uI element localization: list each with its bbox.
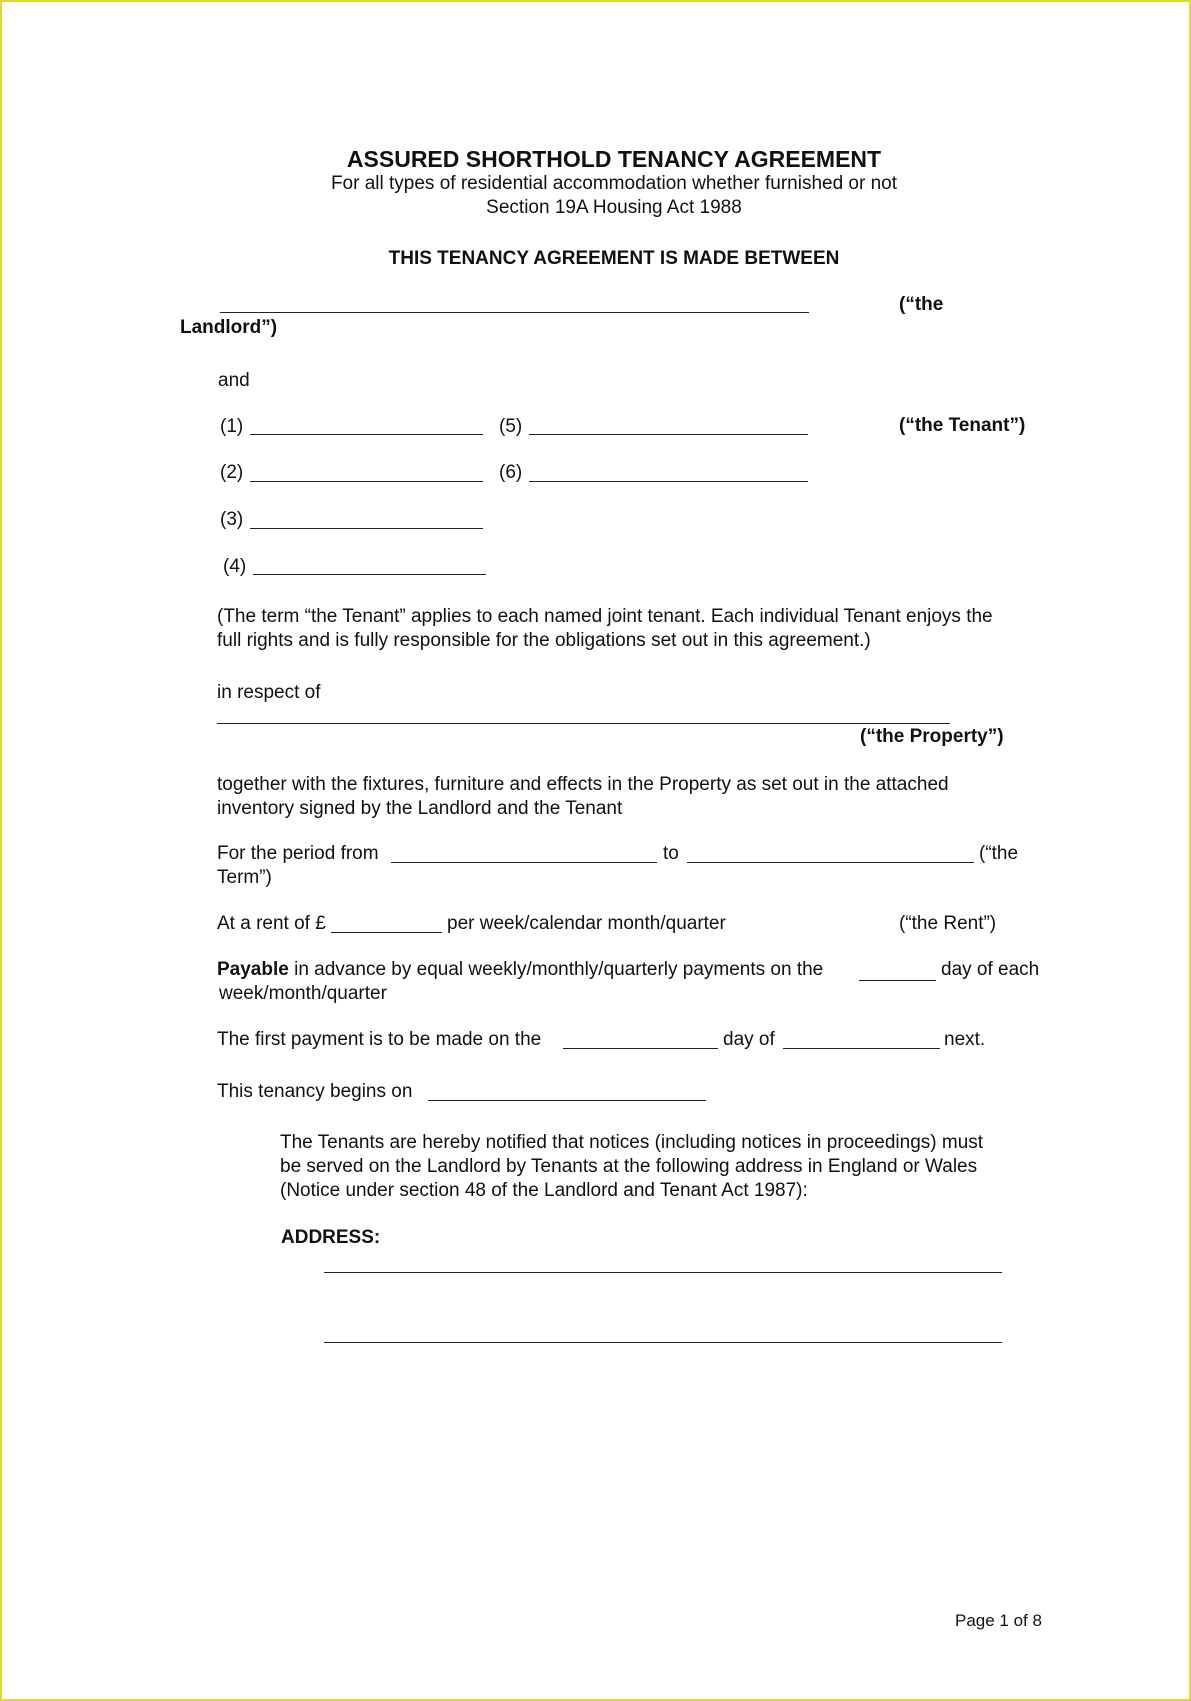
property-address-field[interactable] [217,723,950,724]
address-label: ADDRESS: [281,1227,381,1248]
fixtures-line-2: inventory signed by the Landlord and the Tenant [217,798,623,819]
property-label: (“the Property”) [860,726,1004,747]
tenancy-begins-text: This tenancy begins on [217,1081,413,1102]
tenant-note-line-2: full rights and is fully responsible for the obligations set out in this agreement.) [217,630,871,651]
in-respect-of-text: in respect of [217,682,321,703]
first-payment-next-text: next. [944,1029,986,1050]
tenant-6-number: (6) [499,462,523,483]
fixtures-line-1: together with the fixtures, furniture and effects in the Property as set out in the attached [217,774,949,795]
day-of-each-text: day of each [941,959,1040,980]
statute-reference: Section 19A Housing Act 1988 [486,197,742,218]
notice-line-1: The Tenants are hereby notified that notices (including notices in proceedings) must [280,1132,984,1153]
rent-frequency-text: per week/calendar month/quarter [447,913,726,934]
made-between-heading: THIS TENANCY AGREEMENT IS MADE BETWEEN [388,248,840,269]
tenant-6-name-field[interactable] [529,481,808,482]
payment-day-field[interactable] [859,980,936,981]
and-text: and [218,370,250,391]
first-payment-text: The first payment is to be made on the [217,1029,542,1050]
rent-amount-field[interactable] [331,932,442,933]
tenant-1-number: (1) [220,416,244,437]
tenant-1-name-field[interactable] [250,434,483,435]
first-payment-month-field[interactable] [783,1048,940,1049]
tenant-2-name-field[interactable] [250,481,483,482]
payable-label: Payable [217,959,289,980]
tenant-3-number: (3) [220,509,244,530]
tenant-3-name-field[interactable] [250,528,483,529]
tenant-note-line-1: (The term “the Tenant” applies to each named joint tenant. Each individual Tenant enjoys the [217,606,993,627]
tenant-5-number: (5) [499,416,523,437]
payable-period-text: week/month/quarter [219,983,387,1004]
address-line-2-field[interactable] [324,1342,1002,1343]
first-payment-day-field[interactable] [563,1048,718,1049]
page-number: Page 1 of 8 [955,1611,1042,1630]
tenancy-start-date-field[interactable] [428,1100,706,1101]
landlord-label-continued: Landlord”) [180,317,278,338]
tenant-4-number: (4) [223,556,247,577]
period-from-text: For the period from [217,843,379,864]
rent-label: (“the Rent”) [899,913,997,934]
term-label-continued: Term”) [217,867,272,888]
notice-line-2: be served on the Landlord by Tenants at the following address in England or Wales [280,1156,978,1177]
landlord-label: (“the [899,294,944,315]
document-title: ASSURED SHORTHOLD TENANCY AGREEMENT [346,146,882,172]
tenant-4-name-field[interactable] [253,574,486,575]
address-line-1-field[interactable] [324,1272,1002,1273]
notice-line-3: (Notice under section 48 of the Landlord and Tenant Act 1987): [280,1180,808,1201]
tenant-2-number: (2) [220,462,244,483]
period-start-date-field[interactable] [391,862,657,863]
period-to-text: to [663,843,679,864]
landlord-name-field[interactable] [220,312,809,313]
document-subtitle: For all types of residential accommodation whether furnished or not [330,173,898,194]
payable-text: in advance by equal weekly/monthly/quarterly payments on the [294,959,824,980]
tenant-label: (“the Tenant”) [899,415,1026,436]
term-label: (“the [979,843,1019,864]
tenant-5-name-field[interactable] [529,434,808,435]
rent-prefix-text: At a rent of £ [217,913,326,934]
period-end-date-field[interactable] [687,862,974,863]
first-payment-day-of-text: day of [723,1029,775,1050]
